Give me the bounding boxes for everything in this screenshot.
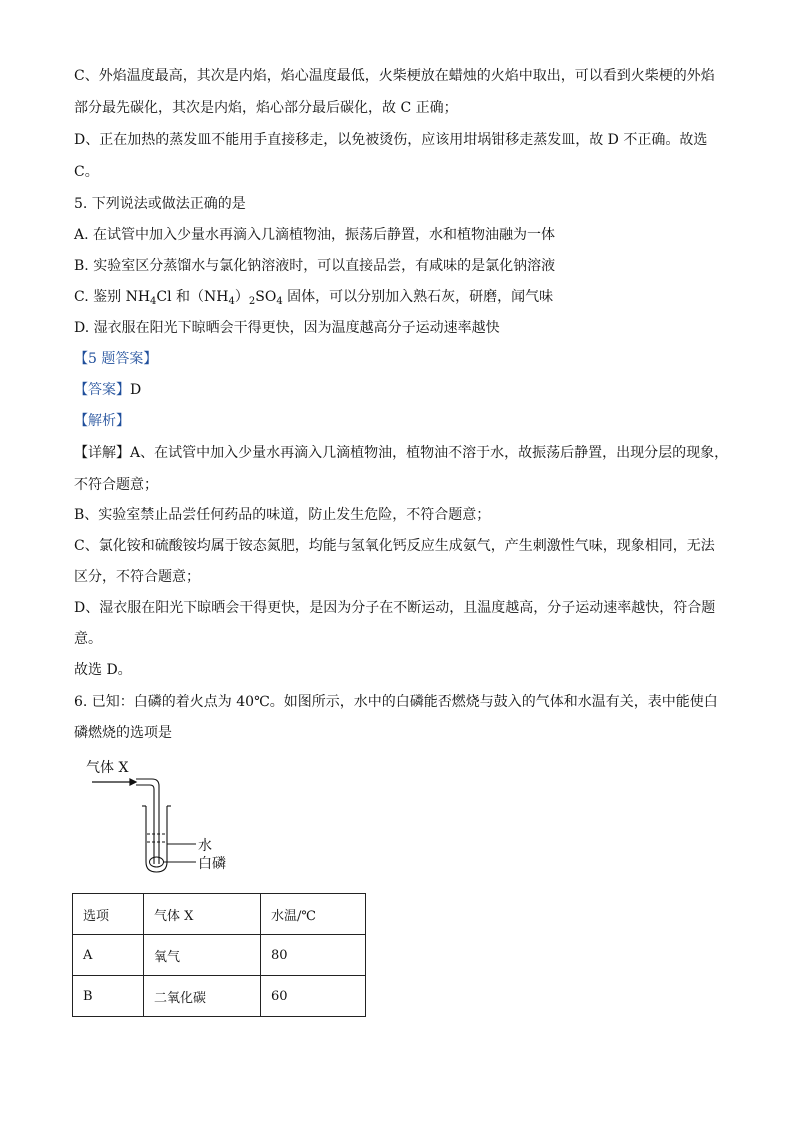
- question-5-stem: 5. 下列说法或做法正确的是: [74, 196, 246, 212]
- text-line: C、氯化铵和硫酸铵均属于铵态氮肥，均能与氢氧化钙反应生成氨气，产生刺激性气味，现象相同，无法: [74, 538, 715, 554]
- option-c-text: Cl 和（NH: [156, 289, 229, 305]
- option-c-text: SO: [255, 289, 277, 305]
- white-phosphorus: [150, 857, 164, 867]
- leader-lines: [164, 844, 196, 862]
- table-header-cell: 气体 X: [144, 894, 261, 935]
- table-cell: 80: [261, 935, 366, 976]
- text-line: 区分，不符合题意；: [74, 569, 200, 585]
- text-line: 磷燃烧的选项是: [74, 725, 172, 741]
- analysis-heading: 【解析】: [74, 413, 130, 429]
- apparatus-diagram: [72, 756, 252, 876]
- water-surface: [147, 834, 166, 842]
- answer-label: 【答案】: [74, 382, 130, 398]
- inlet-arrow: [92, 779, 136, 785]
- text-line: 意。: [74, 631, 102, 647]
- text-line: 不符合题意；: [74, 477, 158, 493]
- detail-label: 【详解】: [74, 445, 130, 461]
- option-b: B. 实验室区分蒸馏水与氯化钠溶液时，可以直接品尝，有咸味的是氯化钠溶液: [74, 258, 556, 274]
- table-cell: A: [73, 935, 144, 976]
- options-table: [72, 893, 366, 1017]
- text-line: 部分最先碳化，其次是内焰，焰心部分最后碳化，故 C 正确；: [74, 100, 458, 116]
- table-cell: B: [73, 976, 144, 1017]
- table-cell: 60: [261, 976, 366, 1017]
- option-c-text: C. 鉴别 NH: [74, 289, 151, 305]
- table-header-cell: 水温/℃: [261, 894, 366, 935]
- text-line: C。: [74, 164, 99, 180]
- text-line: D、湿衣服在阳光下晾晒会干得更快，是因为分子在不断运动，且温度越高，分子运动速率越快，符合题: [74, 600, 716, 616]
- table-header-row: [73, 894, 366, 935]
- conclusion: 故选 D。: [74, 662, 132, 678]
- table-row: [73, 976, 366, 1017]
- subscript: 4: [276, 296, 283, 307]
- delivery-tube: [136, 779, 159, 864]
- answer-line: [74, 380, 141, 400]
- answer-value: D: [130, 382, 142, 398]
- table-header-cell: 选项: [73, 894, 144, 935]
- text-line: B、实验室禁止品尝任何药品的味道，防止发生危险，不符合题意；: [74, 507, 491, 523]
- answer-heading: 【5 题答案】: [74, 351, 158, 367]
- detail-line: [74, 443, 728, 463]
- option-c-text: 固体，可以分别加入熟石灰，研磨，闻气味: [282, 289, 554, 305]
- phosphorus-label: 白磷: [198, 856, 226, 872]
- subscript: 4: [228, 296, 235, 307]
- subscript: 2: [248, 296, 256, 307]
- option-c-text: ）: [234, 289, 249, 305]
- table-row: [73, 935, 366, 976]
- detail-text: A、在试管中加入少量水再滴入几滴植物油，植物油不溶于水，故振荡后静置，出现分层的现象，: [130, 445, 729, 461]
- apparatus-figure: [72, 756, 252, 876]
- option-a: A. 在试管中加入少量水再滴入几滴植物油，振荡后静置，水和植物油融为一体: [74, 227, 556, 243]
- table-cell: 氧气: [144, 935, 261, 976]
- table-cell: 二氧化碳: [144, 976, 261, 1017]
- option-d: D. 湿衣服在阳光下晾晒会干得更快，因为温度越高分子运动速率越快: [74, 320, 500, 336]
- option-c: [74, 287, 553, 312]
- question-6-stem: 6. 已知：白磷的着火点为 40℃。如图所示，水中的白磷能否燃烧与鼓入的气体和水温有关，表中能使白: [74, 694, 718, 710]
- text-line: D、正在加热的蒸发皿不能用手直接移走，以免被烫伤，应该用坩埚钳移走蒸发皿，故 D 不正确。故选: [74, 132, 708, 148]
- gas-label: 气体 X: [86, 760, 129, 776]
- subscript: 4: [150, 296, 157, 307]
- water-label: 水: [198, 838, 212, 854]
- text-line: C、外焰温度最高，其次是内焰，焰心温度最低，火柴梗放在蜡烛的火焰中取出，可以看到火柴梗的外焰: [74, 68, 715, 84]
